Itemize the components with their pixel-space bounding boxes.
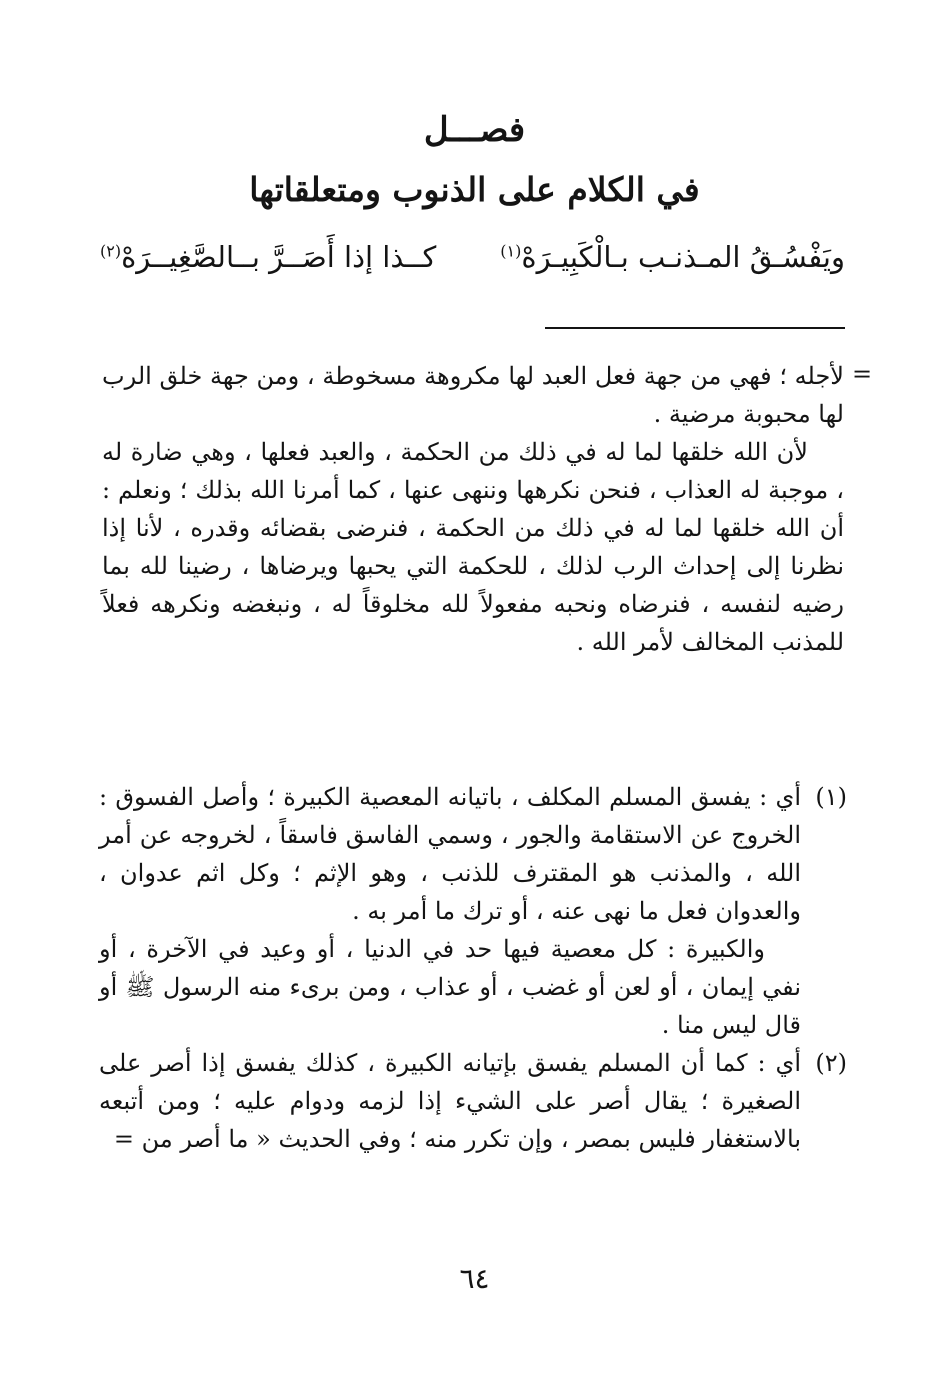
continuation-paragraph: لأجله ؛ فهي من جهة فعل العبد لها مكروهة مسخوطة ، ومن جهة خلق الرب لها محبوبة مرضية . (102, 362, 844, 428)
footnote-marker: (٢) (815, 1049, 847, 1077)
footnote-paragraph: أي : كما أن المسلم يفسق بإتيانه الكبيرة ، كذلك يفسق إذا أصر على الصغيرة ؛ يقال أصر على الشيء إذا لزمه ودوام عليه ؛ ومن أتبعه بالاستغفار فليس بمصر ، وإن تكرر منه ؛ وفي الحديث « ما أصر من = (99, 1049, 801, 1153)
verse-left-text: كــذا إذا أَصَــرَّ بــالصَّغِيــرَهْ (121, 240, 437, 274)
continuation-paragraph: لأن الله خلقها لما له في ذلك من الحكمة ، والعبد فعلها ، وهي ضارة له ، موجبة له العذاب ، فنحن نكرهها وننهى عنها ، كما أمرنا الله بذلك ؛ ونعلم : أن الله خلقها لما له في ذلك من الحكمة ، فنرضى بقضائه وقدره ، لأنا إذا نظرنا إلى إحداث الرب لذلك ، للحكمة التي يحبها ويرضاها ، رضينا لله بما رضيه لنفسه ، فنرضاه ونحبه مفعولاً لله مخلوقاً له ، ونبغضه ونكرهه فعلاً للمذنب المخالف لأمر الله . (102, 438, 844, 656)
footnote-body (99, 1044, 801, 1158)
continuation-marker: = (852, 360, 873, 388)
footnote-paragraph: والكبيرة : كل معصية فيها حد في الدنيا ، أو وعيد في الآخرة ، أو نفي إيمان ، أو لعن أو غضب ، أو عذاب ، ومن برىء منه الرسول ﷺ أو قال ليس منا . (99, 935, 801, 1039)
section-heading: فصـــل (423, 110, 526, 150)
footnote-marker: (١) (815, 783, 847, 811)
page-number: ٦٤ (459, 1262, 490, 1295)
footnote-2 (99, 1044, 847, 1158)
footnote-continuation (102, 357, 844, 661)
footnote-paragraph: أي : يفسق المسلم المكلف ، باتيانه المعصية الكبيرة ؛ وأصل الفسوق : الخروج عن الاستقامة والجور ، وسمي الفاسق فاسقاً ، لخروجه عن أمر الله ، والمذنب هو المقترف للذنب ، وهو الإثم ؛ وكل اثم عدوان ، والعدوان فعل ما نهى عنه ، أو ترك ما أمر به . (99, 783, 801, 925)
verse-right-hemistich (500, 240, 845, 290)
verse-right-text: ويَفْسُـقُ المـذنـب بـالْكَبِيـرَهْ (521, 240, 845, 274)
footnote-body (99, 778, 801, 1044)
verse-left-footnote-ref: (٢) (100, 241, 122, 261)
footnote-1 (99, 778, 847, 1044)
footnote-divider (545, 327, 845, 329)
section-subheading: في الكلام على الذنوب ومتعلقاتها (249, 170, 700, 209)
verse-left-hemistich (100, 240, 436, 290)
verse-right-footnote-ref: (١) (500, 241, 522, 261)
footnote-list (99, 778, 847, 1158)
